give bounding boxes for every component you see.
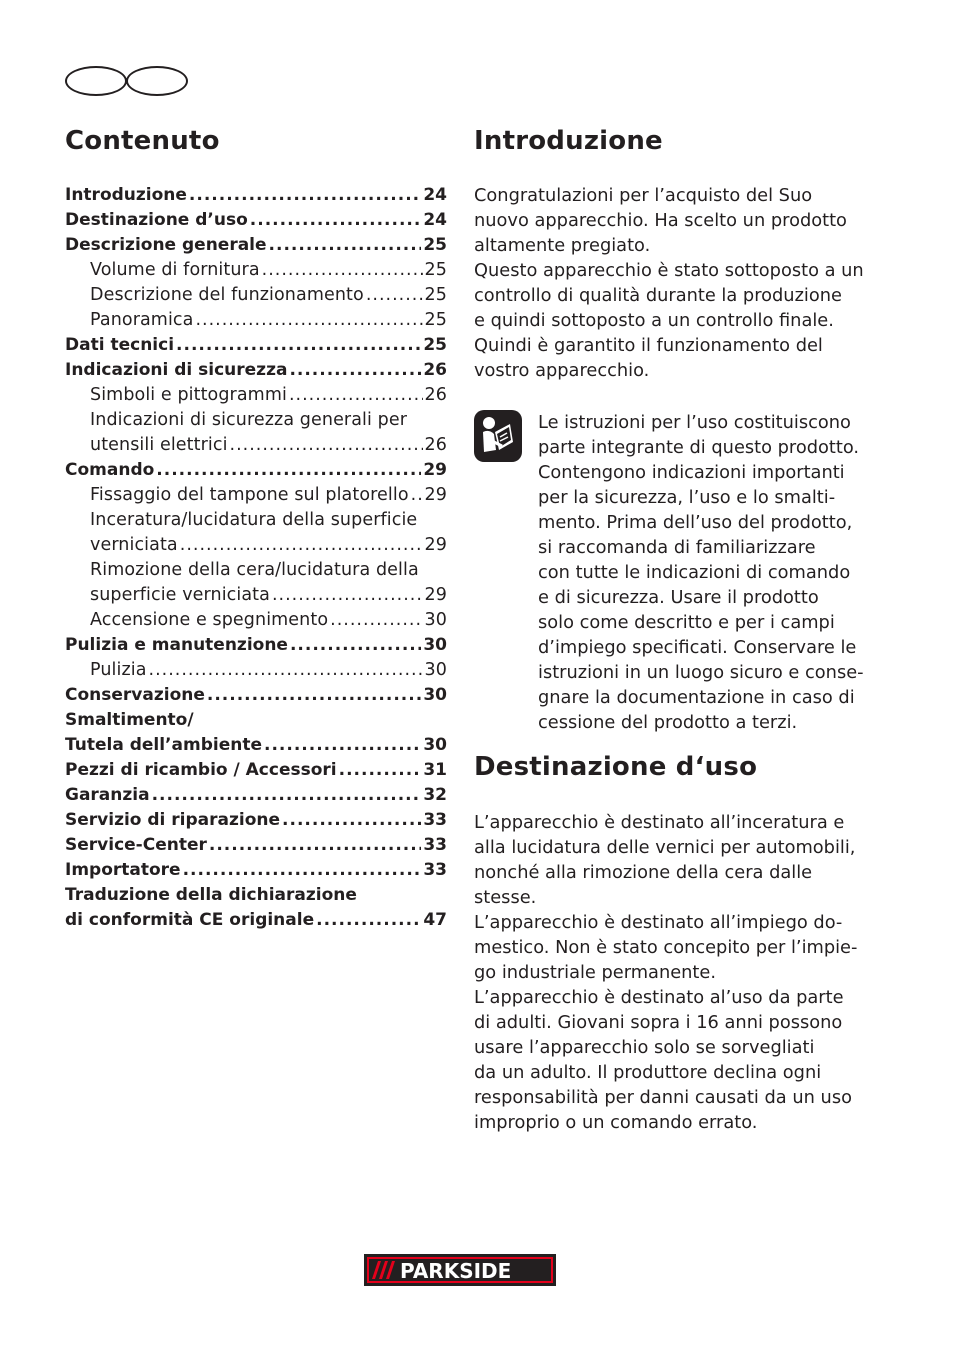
toc-entry-page: 26 bbox=[423, 360, 447, 380]
toc-entry-page: 32 bbox=[423, 785, 447, 805]
toc-entry-title: Tutela dell’ambiente bbox=[65, 735, 262, 755]
toc-entry bbox=[65, 483, 447, 508]
toc-dot-leader bbox=[152, 783, 422, 808]
toc-dot-leader bbox=[264, 733, 421, 758]
toc-entry-page: 33 bbox=[423, 835, 447, 855]
intro-paragraph bbox=[474, 183, 864, 383]
toc-entry bbox=[65, 858, 447, 883]
toc-entry-page: 31 bbox=[423, 760, 447, 780]
toc-entry bbox=[65, 833, 447, 858]
toc-entry bbox=[65, 283, 447, 308]
text-line: controllo di qualità durante la produzione bbox=[474, 285, 842, 306]
text-line: e di sicurezza. Usare il prodotto bbox=[538, 587, 819, 608]
toc-entry-page: 29 bbox=[424, 485, 447, 505]
toc-entry-page: 30 bbox=[424, 610, 447, 630]
toc-entry-title: Pulizia bbox=[90, 660, 147, 680]
toc-dot-leader bbox=[330, 608, 422, 633]
text-line: istruzioni in un luogo sicuro e conse- bbox=[538, 662, 864, 683]
toc-dot-leader bbox=[262, 258, 423, 283]
language-oval-right bbox=[126, 66, 188, 96]
text-line: alla lucidatura delle vernici per automobili, bbox=[474, 837, 856, 858]
toc-entry bbox=[65, 683, 447, 708]
toc-dot-leader bbox=[195, 308, 422, 333]
toc-dot-leader bbox=[230, 433, 423, 458]
toc-entry bbox=[65, 558, 447, 583]
text-line: responsabilità per danni causati da un uso bbox=[474, 1087, 852, 1108]
toc-dot-leader bbox=[209, 833, 421, 858]
text-line: mento. Prima dell’uso del prodotto, bbox=[538, 512, 853, 533]
text-line: gnare la documentazione in caso di bbox=[538, 687, 855, 708]
text-line: Questo apparecchio è stato sottoposto a un bbox=[474, 260, 864, 281]
toc-entry-page: 47 bbox=[423, 910, 447, 930]
text-line: Congratulazioni per l’acquisto del Suo bbox=[474, 185, 813, 206]
manual-notice-paragraph bbox=[538, 410, 864, 735]
toc-entry-page: 25 bbox=[423, 235, 447, 255]
toc-dot-leader bbox=[366, 283, 423, 308]
toc-entry-page: 25 bbox=[424, 310, 447, 330]
toc-entry-page: 24 bbox=[423, 210, 447, 230]
toc-dot-leader bbox=[289, 358, 421, 383]
toc-entry-page: 30 bbox=[423, 735, 447, 755]
toc-entry-title: Indicazioni di sicurezza generali per bbox=[90, 410, 408, 430]
toc-entry bbox=[65, 208, 447, 233]
toc-dot-leader bbox=[269, 233, 422, 258]
table-of-contents bbox=[65, 183, 447, 933]
read-manual-icon bbox=[474, 410, 522, 462]
toc-entry-page: 33 bbox=[423, 810, 447, 830]
toc-dot-leader bbox=[156, 458, 421, 483]
toc-dot-leader bbox=[282, 808, 421, 833]
toc-entry-title: Dati tecnici bbox=[65, 335, 175, 355]
text-line: stesse. bbox=[474, 887, 537, 908]
toc-entry-title: Conservazione bbox=[65, 685, 205, 705]
usage-paragraph bbox=[474, 810, 857, 1135]
text-line: da un adulto. Il produttore declina ogni bbox=[474, 1062, 822, 1083]
text-line: Quindi è garantito il funzionamento del bbox=[474, 335, 823, 356]
toc-entry-title: Panoramica bbox=[90, 310, 194, 330]
toc-entry-title: Importatore bbox=[65, 860, 181, 880]
text-line: nonché alla rimozione della cera dalle bbox=[474, 862, 813, 883]
text-line: e quindi sottoposto a un controllo finale. bbox=[474, 310, 834, 331]
toc-entry bbox=[65, 708, 447, 733]
toc-entry-title: Pezzi di ricambio / Accessori bbox=[65, 760, 337, 780]
toc-entry-page: 30 bbox=[423, 635, 447, 655]
toc-entry bbox=[65, 533, 447, 558]
toc-entry-title: verniciata bbox=[90, 535, 178, 555]
intro-heading: Introduzione bbox=[474, 126, 663, 156]
text-line: L’apparecchio è destinato all’impiego do- bbox=[474, 912, 843, 933]
toc-entry-title: Descrizione generale bbox=[65, 235, 267, 255]
toc-dot-leader bbox=[290, 633, 421, 658]
text-line: vostro apparecchio. bbox=[474, 360, 650, 381]
toc-dot-leader bbox=[183, 858, 422, 883]
toc-entry-title: utensili elettrici bbox=[90, 435, 228, 455]
toc-entry-page: 24 bbox=[423, 185, 447, 205]
toc-entry-title: Smaltimento/ bbox=[65, 710, 194, 730]
text-line: L’apparecchio è destinato all’inceratura e bbox=[474, 812, 845, 833]
toc-entry bbox=[65, 883, 447, 908]
toc-entry-page: 26 bbox=[424, 385, 447, 405]
toc-dot-leader bbox=[207, 683, 421, 708]
toc-entry-title: Accensione e spegnimento bbox=[90, 610, 329, 630]
toc-entry bbox=[65, 383, 447, 408]
text-line: L’apparecchio è destinato al’uso da parte bbox=[474, 987, 844, 1008]
toc-dot-leader bbox=[176, 333, 421, 358]
toc-entry-title: Traduzione della dichiarazione bbox=[65, 885, 357, 905]
text-line: si raccomanda di familiarizzare bbox=[538, 537, 816, 558]
text-line: di adulti. Giovani sopra i 16 anni possono bbox=[474, 1012, 843, 1033]
text-line: d’impiego specificati. Conservare le bbox=[538, 637, 857, 658]
toc-entry-page: 26 bbox=[424, 435, 447, 455]
toc-entry-page: 33 bbox=[423, 860, 447, 880]
toc-entry-title: di conformità CE originale bbox=[65, 910, 315, 930]
toc-entry-page: 29 bbox=[424, 535, 447, 555]
toc-entry bbox=[65, 733, 447, 758]
toc-dot-leader bbox=[250, 208, 422, 233]
toc-entry-title: Indicazioni di sicurezza bbox=[65, 360, 288, 380]
toc-dot-leader bbox=[411, 483, 423, 508]
toc-entry bbox=[65, 633, 447, 658]
toc-dot-leader bbox=[180, 533, 423, 558]
toc-entry-title: Inceratura/lucidatura della superficie bbox=[90, 510, 418, 530]
toc-entry bbox=[65, 308, 447, 333]
text-line: improprio o un comando errato. bbox=[474, 1112, 758, 1133]
toc-entry bbox=[65, 258, 447, 283]
toc-entry bbox=[65, 333, 447, 358]
text-line: per la sicurezza, l’uso e lo smalti- bbox=[538, 487, 836, 508]
toc-entry-page: 25 bbox=[424, 260, 447, 280]
toc-entry-page: 25 bbox=[423, 335, 447, 355]
toc-entry bbox=[65, 433, 447, 458]
toc-entry-page: 25 bbox=[424, 285, 447, 305]
text-line: Le istruzioni per l’uso costituiscono bbox=[538, 412, 851, 433]
toc-entry-title: superficie verniciata bbox=[90, 585, 270, 605]
toc-dot-leader bbox=[272, 583, 423, 608]
language-oval-left bbox=[65, 66, 127, 96]
toc-entry-title: Pulizia e manutenzione bbox=[65, 635, 288, 655]
toc-entry bbox=[65, 583, 447, 608]
toc-entry-title: Introduzione bbox=[65, 185, 187, 205]
toc-entry-title: Rimozione della cera/lucidatura della bbox=[90, 560, 419, 580]
toc-entry bbox=[65, 233, 447, 258]
text-line: mestico. Non è stato concepito per l’impie- bbox=[474, 937, 858, 958]
toc-entry bbox=[65, 908, 447, 933]
toc-entry-title: Descrizione del funzionamento bbox=[90, 285, 364, 305]
toc-entry-title: Service-Center bbox=[65, 835, 207, 855]
toc-entry-title: Comando bbox=[65, 460, 155, 480]
toc-entry bbox=[65, 608, 447, 633]
text-line: parte integrante di questo prodotto. bbox=[538, 437, 860, 458]
language-marker bbox=[65, 66, 189, 98]
toc-entry bbox=[65, 458, 447, 483]
toc-entry bbox=[65, 358, 447, 383]
text-line: cessione del prodotto a terzi. bbox=[538, 712, 798, 733]
toc-heading: Contenuto bbox=[65, 126, 220, 156]
toc-entry-title: Servizio di riparazione bbox=[65, 810, 281, 830]
text-line: altamente pregiato. bbox=[474, 235, 651, 256]
toc-dot-leader bbox=[149, 658, 423, 683]
logo-text: PARKSIDE bbox=[400, 1259, 512, 1283]
toc-entry bbox=[65, 783, 447, 808]
toc-entry-page: 29 bbox=[423, 460, 447, 480]
toc-entry-title: Destinazione d’uso bbox=[65, 210, 248, 230]
toc-dot-leader bbox=[189, 183, 421, 208]
text-line: solo come descritto e per i campi bbox=[538, 612, 835, 633]
toc-entry-page: 30 bbox=[423, 685, 447, 705]
toc-entry bbox=[65, 408, 447, 433]
toc-entry-title: Fissaggio del tampone sul platorello bbox=[90, 485, 409, 505]
toc-entry bbox=[65, 808, 447, 833]
toc-entry bbox=[65, 508, 447, 533]
text-line: Contengono indicazioni importanti bbox=[538, 462, 845, 483]
text-line: usare l’apparecchio solo se sorvegliati bbox=[474, 1037, 815, 1058]
toc-dot-leader bbox=[339, 758, 422, 783]
text-line: nuovo apparecchio. Ha scelto un prodotto bbox=[474, 210, 847, 231]
toc-entry-page: 30 bbox=[424, 660, 447, 680]
toc-entry-title: Garanzia bbox=[65, 785, 150, 805]
toc-entry-title: Simboli e pittogrammi bbox=[90, 385, 287, 405]
usage-heading: Destinazione d‘uso bbox=[474, 752, 758, 782]
text-line: con tutte le indicazioni di comando bbox=[538, 562, 851, 583]
toc-entry bbox=[65, 758, 447, 783]
toc-entry bbox=[65, 658, 447, 683]
toc-entry-page: 29 bbox=[424, 585, 447, 605]
text-line: go industriale permanente. bbox=[474, 962, 716, 983]
parkside-logo bbox=[364, 1254, 556, 1286]
toc-dot-leader bbox=[289, 383, 423, 408]
toc-entry-title: Volume di fornitura bbox=[90, 260, 260, 280]
toc-entry bbox=[65, 183, 447, 208]
toc-dot-leader bbox=[316, 908, 421, 933]
